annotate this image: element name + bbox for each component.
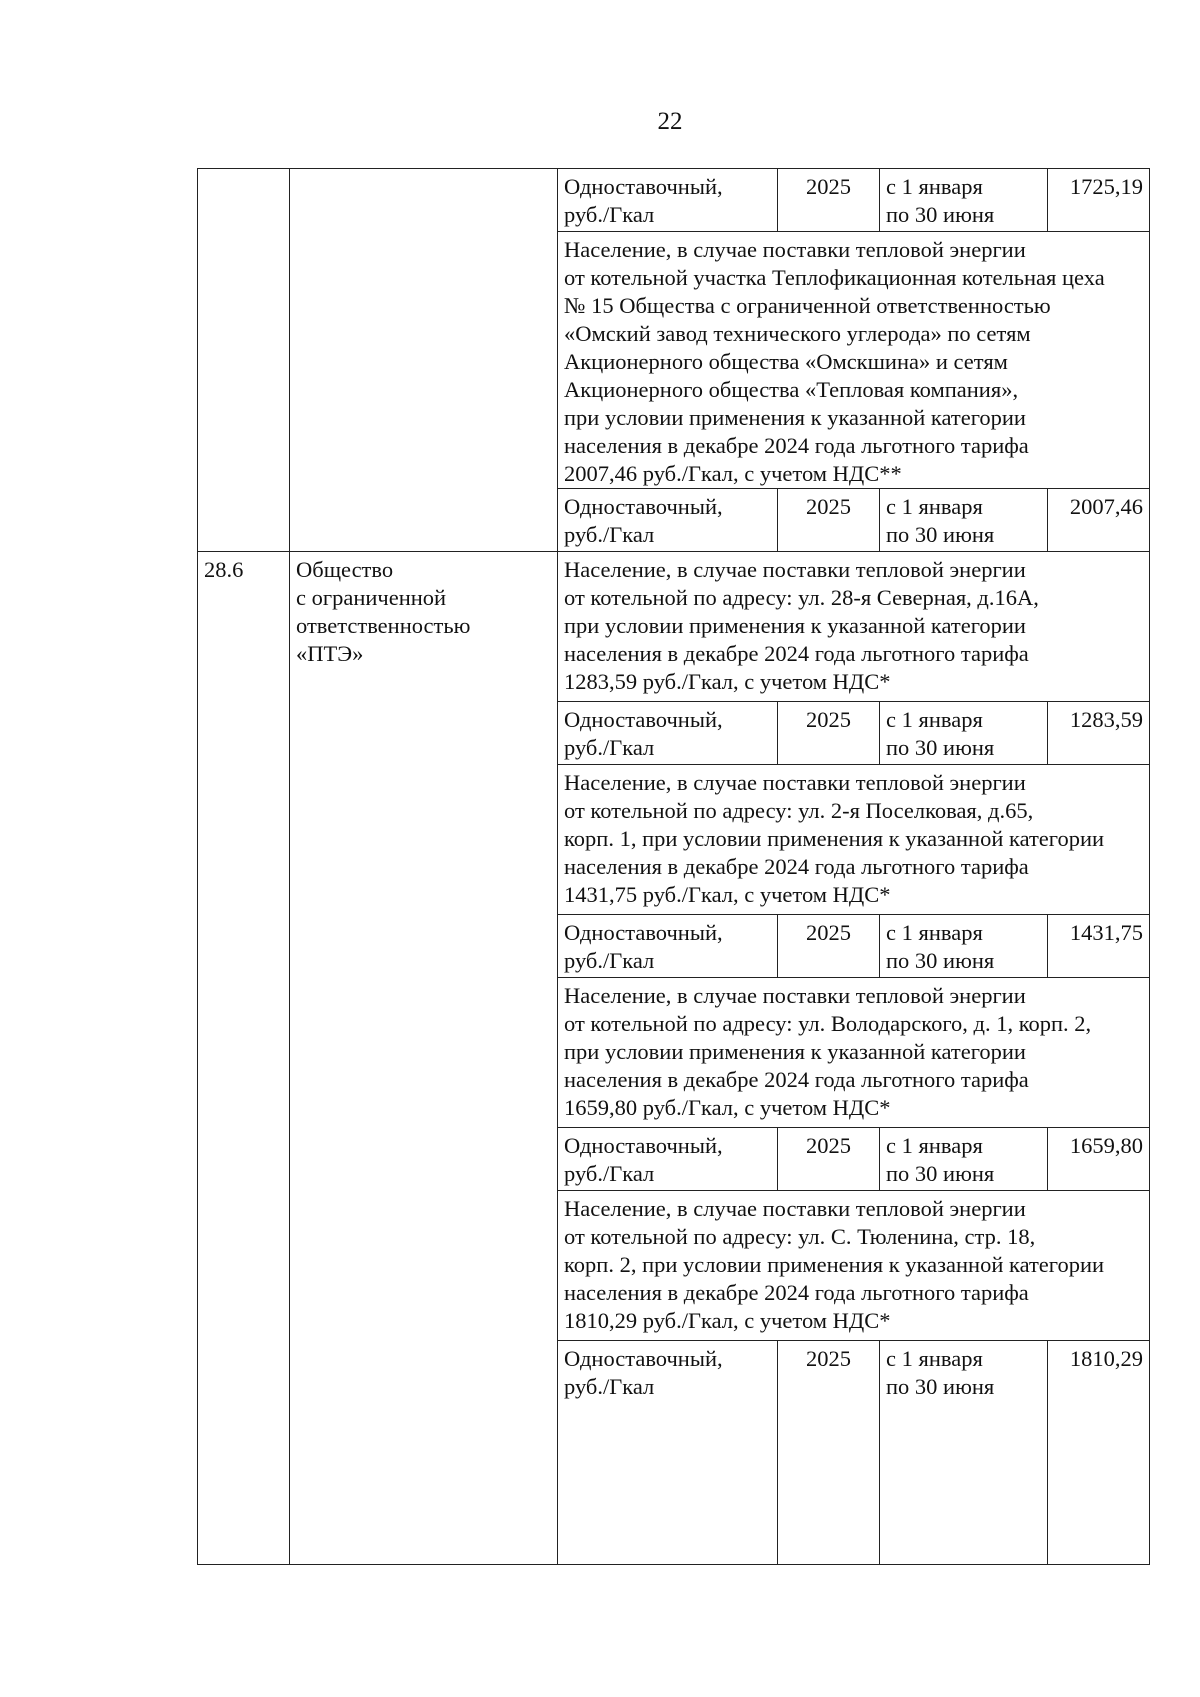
table-row [198,169,1150,232]
consumer-category-cell: Население, в случае поставки тепловой энергии от котельной по адресу: ул. 2-я Поселковая, д.65, корп. 1, при условии применения к указанной категории населения в декабре 2024 года льготного тарифа 1431,75 руб./Гкал, с учетом НДС* [558,765,1150,915]
year-cell: 2025 [778,1341,880,1565]
year-cell: 2025 [778,1128,880,1191]
period-cell: с 1 января по 30 июня [880,1128,1048,1191]
page-number: 22 [657,108,683,135]
entry-number-cell: 28.6 [198,552,290,1565]
year-cell: 2025 [778,489,880,552]
year-cell: 2025 [778,169,880,232]
tariff-value-cell: 1283,59 [1048,702,1150,765]
consumer-category-cell: Население, в случае поставки тепловой энергии от котельной по адресу: ул. 28-я Северная, д.16А, при условии применения к указанной категории населения в декабре 2024 года льготного тарифа 1283,59 руб./Гкал, с учетом НДС* [558,552,1150,702]
number-cell-empty [198,169,290,552]
organization-cell-empty [290,169,558,552]
table-row [198,552,1150,702]
rate-type-cell: Одноставочный, руб./Гкал [558,1128,778,1191]
tariff-value-cell: 2007,46 [1048,489,1150,552]
consumer-category-cell: Население, в случае поставки тепловой энергии от котельной по адресу: ул. Володарского, д. 1, корп. 2, при условии применения к указанной категории населения в декабре 2024 года льготного тарифа 1659,80 руб./Гкал, с учетом НДС* [558,978,1150,1128]
rate-type-cell: Одноставочный, руб./Гкал [558,1341,778,1565]
organization-cell: Общество с ограниченной ответственностью «ПТЭ» [290,552,558,1565]
period-cell: с 1 января по 30 июня [880,702,1048,765]
rate-type-cell: Одноставочный, руб./Гкал [558,915,778,978]
tariff-value-cell: 1659,80 [1048,1128,1150,1191]
rate-type-cell: Одноставочный, руб./Гкал [558,489,778,552]
year-cell: 2025 [778,702,880,765]
rate-type-cell: Одноставочный, руб./Гкал [558,702,778,765]
tariff-value-cell: 1810,29 [1048,1341,1150,1565]
tariff-table [197,168,1150,1565]
tariff-value-cell: 1431,75 [1048,915,1150,978]
rate-type-cell: Одноставочный, руб./Гкал [558,169,778,232]
consumer-category-cell: Население, в случае поставки тепловой энергии от котельной участка Теплофикационная котельная цеха № 15 Общества с ограниченной ответственностью «Омский завод технического углерода» по сетям Акционерного общества «Омскшина» и сетям Акционерного общества «Тепловая компания», при условии применения к указанной категории населения в декабре 2024 года льготного тарифа 2007,46 руб./Гкал, с учетом НДС** [558,232,1150,489]
consumer-category-cell: Население, в случае поставки тепловой энергии от котельной по адресу: ул. С. Тюленина, стр. 18, корп. 2, при условии применения к указанной категории населения в декабре 2024 года льготного тарифа 1810,29 руб./Гкал, с учетом НДС* [558,1191,1150,1341]
year-cell: 2025 [778,915,880,978]
period-cell: с 1 января по 30 июня [880,169,1048,232]
period-cell: с 1 января по 30 июня [880,489,1048,552]
period-cell: с 1 января по 30 июня [880,915,1048,978]
tariff-value-cell: 1725,19 [1048,169,1150,232]
period-cell: с 1 января по 30 июня [880,1341,1048,1565]
